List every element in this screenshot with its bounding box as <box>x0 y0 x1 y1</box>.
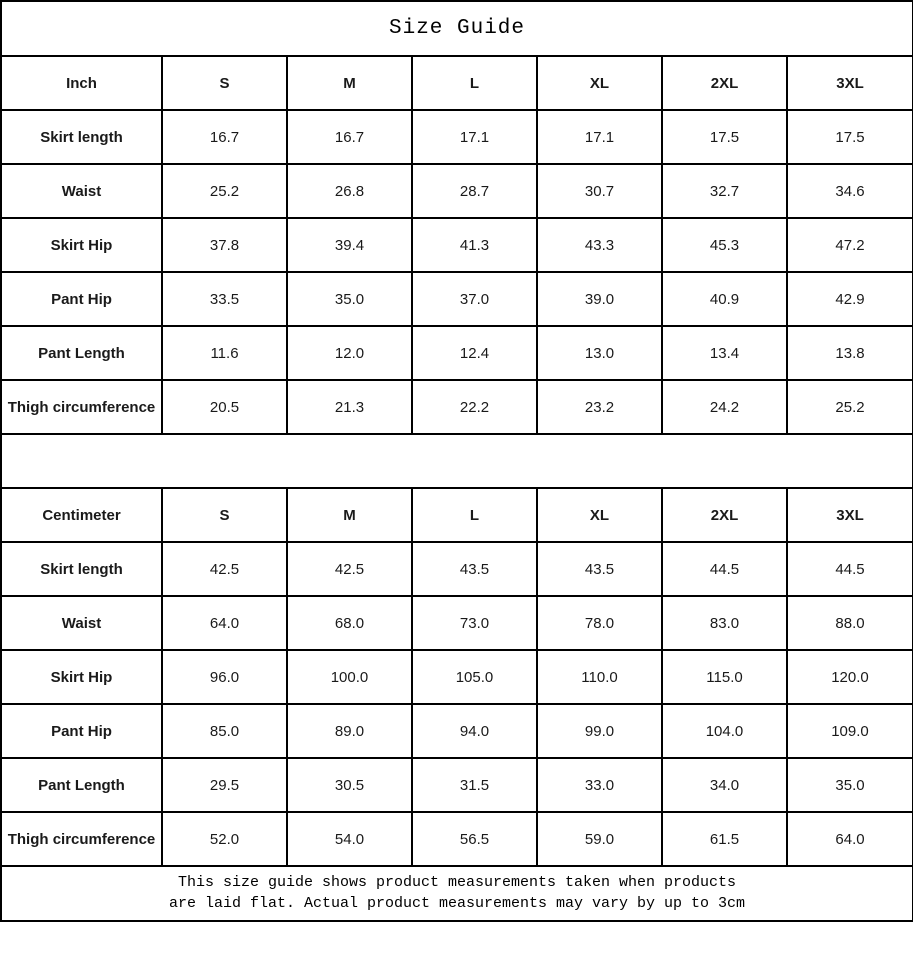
size-value: 42.5 <box>162 542 287 596</box>
size-value: 33.0 <box>537 758 662 812</box>
disclaimer-note <box>1 866 913 921</box>
size-header-3xl: 3XL <box>787 56 913 110</box>
size-value: 12.0 <box>287 326 412 380</box>
size-value: 52.0 <box>162 812 287 866</box>
size-value: 21.3 <box>287 380 412 434</box>
size-value: 99.0 <box>537 704 662 758</box>
size-value: 44.5 <box>787 542 913 596</box>
row-label: Skirt Hip <box>1 218 162 272</box>
inch-header-row <box>1 56 913 110</box>
size-value: 11.6 <box>162 326 287 380</box>
size-header-m: M <box>287 56 412 110</box>
size-value: 120.0 <box>787 650 913 704</box>
size-value: 30.7 <box>537 164 662 218</box>
size-value: 26.8 <box>287 164 412 218</box>
size-value: 64.0 <box>162 596 287 650</box>
table-row <box>1 326 913 380</box>
size-value: 20.5 <box>162 380 287 434</box>
table-row <box>1 596 913 650</box>
size-value: 43.5 <box>412 542 537 596</box>
size-value: 13.4 <box>662 326 787 380</box>
title-row <box>1 1 913 56</box>
table-spacer <box>1 434 913 488</box>
size-value: 37.0 <box>412 272 537 326</box>
size-value: 35.0 <box>787 758 913 812</box>
size-value: 96.0 <box>162 650 287 704</box>
size-value: 68.0 <box>287 596 412 650</box>
size-value: 85.0 <box>162 704 287 758</box>
size-header-xl: XL <box>537 56 662 110</box>
size-value: 29.5 <box>162 758 287 812</box>
disclaimer-line-2: are laid flat. Actual product measurements may vary by up to 3cm <box>168 894 746 912</box>
table-row <box>1 758 913 812</box>
footer-row <box>1 866 913 921</box>
size-value: 31.5 <box>412 758 537 812</box>
size-value: 37.8 <box>162 218 287 272</box>
size-value: 73.0 <box>412 596 537 650</box>
table-row <box>1 164 913 218</box>
size-value: 104.0 <box>662 704 787 758</box>
row-label: Waist <box>1 164 162 218</box>
size-value: 25.2 <box>162 164 287 218</box>
page-title: Size Guide <box>1 1 913 56</box>
size-value: 30.5 <box>287 758 412 812</box>
size-value: 28.7 <box>412 164 537 218</box>
size-value: 24.2 <box>662 380 787 434</box>
size-value: 41.3 <box>412 218 537 272</box>
table-row <box>1 110 913 164</box>
size-value: 115.0 <box>662 650 787 704</box>
size-value: 39.0 <box>537 272 662 326</box>
size-value: 78.0 <box>537 596 662 650</box>
size-value: 17.5 <box>787 110 913 164</box>
size-value: 43.5 <box>537 542 662 596</box>
size-header-m: M <box>287 488 412 542</box>
disclaimer-line-1: This size guide shows product measurements taken when products <box>177 874 737 892</box>
size-header-s: S <box>162 488 287 542</box>
size-header-2xl: 2XL <box>662 56 787 110</box>
size-value: 23.2 <box>537 380 662 434</box>
size-value: 35.0 <box>287 272 412 326</box>
centimeter-header-row <box>1 488 913 542</box>
size-value: 54.0 <box>287 812 412 866</box>
size-value: 40.9 <box>662 272 787 326</box>
row-label: Pant Length <box>1 758 162 812</box>
row-label: Thigh circumference <box>1 812 162 866</box>
table-row <box>1 272 913 326</box>
size-value: 109.0 <box>787 704 913 758</box>
size-value: 33.5 <box>162 272 287 326</box>
row-label: Pant Length <box>1 326 162 380</box>
size-value: 42.9 <box>787 272 913 326</box>
size-value: 32.7 <box>662 164 787 218</box>
size-value: 44.5 <box>662 542 787 596</box>
unit-header-inch: Inch <box>1 56 162 110</box>
table-row <box>1 542 913 596</box>
size-value: 34.6 <box>787 164 913 218</box>
size-value: 100.0 <box>287 650 412 704</box>
unit-header-centimeter: Centimeter <box>1 488 162 542</box>
size-value: 17.1 <box>412 110 537 164</box>
size-value: 16.7 <box>287 110 412 164</box>
size-value: 94.0 <box>412 704 537 758</box>
size-value: 42.5 <box>287 542 412 596</box>
row-label: Skirt length <box>1 542 162 596</box>
size-value: 12.4 <box>412 326 537 380</box>
size-value: 61.5 <box>662 812 787 866</box>
size-header-l: L <box>412 488 537 542</box>
size-value: 17.1 <box>537 110 662 164</box>
size-value: 64.0 <box>787 812 913 866</box>
row-label: Waist <box>1 596 162 650</box>
row-label: Pant Hip <box>1 704 162 758</box>
table-row <box>1 218 913 272</box>
size-value: 45.3 <box>662 218 787 272</box>
row-label: Thigh circumference <box>1 380 162 434</box>
row-label: Skirt length <box>1 110 162 164</box>
table-row <box>1 650 913 704</box>
size-value: 88.0 <box>787 596 913 650</box>
size-header-l: L <box>412 56 537 110</box>
size-value: 34.0 <box>662 758 787 812</box>
size-value: 105.0 <box>412 650 537 704</box>
size-value: 47.2 <box>787 218 913 272</box>
spacer-row <box>1 434 913 488</box>
size-value: 13.0 <box>537 326 662 380</box>
size-value: 17.5 <box>662 110 787 164</box>
size-value: 83.0 <box>662 596 787 650</box>
table-row <box>1 380 913 434</box>
size-header-3xl: 3XL <box>787 488 913 542</box>
size-value: 22.2 <box>412 380 537 434</box>
size-value: 89.0 <box>287 704 412 758</box>
table-row <box>1 704 913 758</box>
size-value: 39.4 <box>287 218 412 272</box>
size-value: 43.3 <box>537 218 662 272</box>
table-row <box>1 812 913 866</box>
size-value: 110.0 <box>537 650 662 704</box>
size-header-s: S <box>162 56 287 110</box>
size-header-2xl: 2XL <box>662 488 787 542</box>
size-header-xl: XL <box>537 488 662 542</box>
size-value: 25.2 <box>787 380 913 434</box>
row-label: Skirt Hip <box>1 650 162 704</box>
size-value: 16.7 <box>162 110 287 164</box>
size-value: 59.0 <box>537 812 662 866</box>
size-value: 13.8 <box>787 326 913 380</box>
row-label: Pant Hip <box>1 272 162 326</box>
size-value: 56.5 <box>412 812 537 866</box>
